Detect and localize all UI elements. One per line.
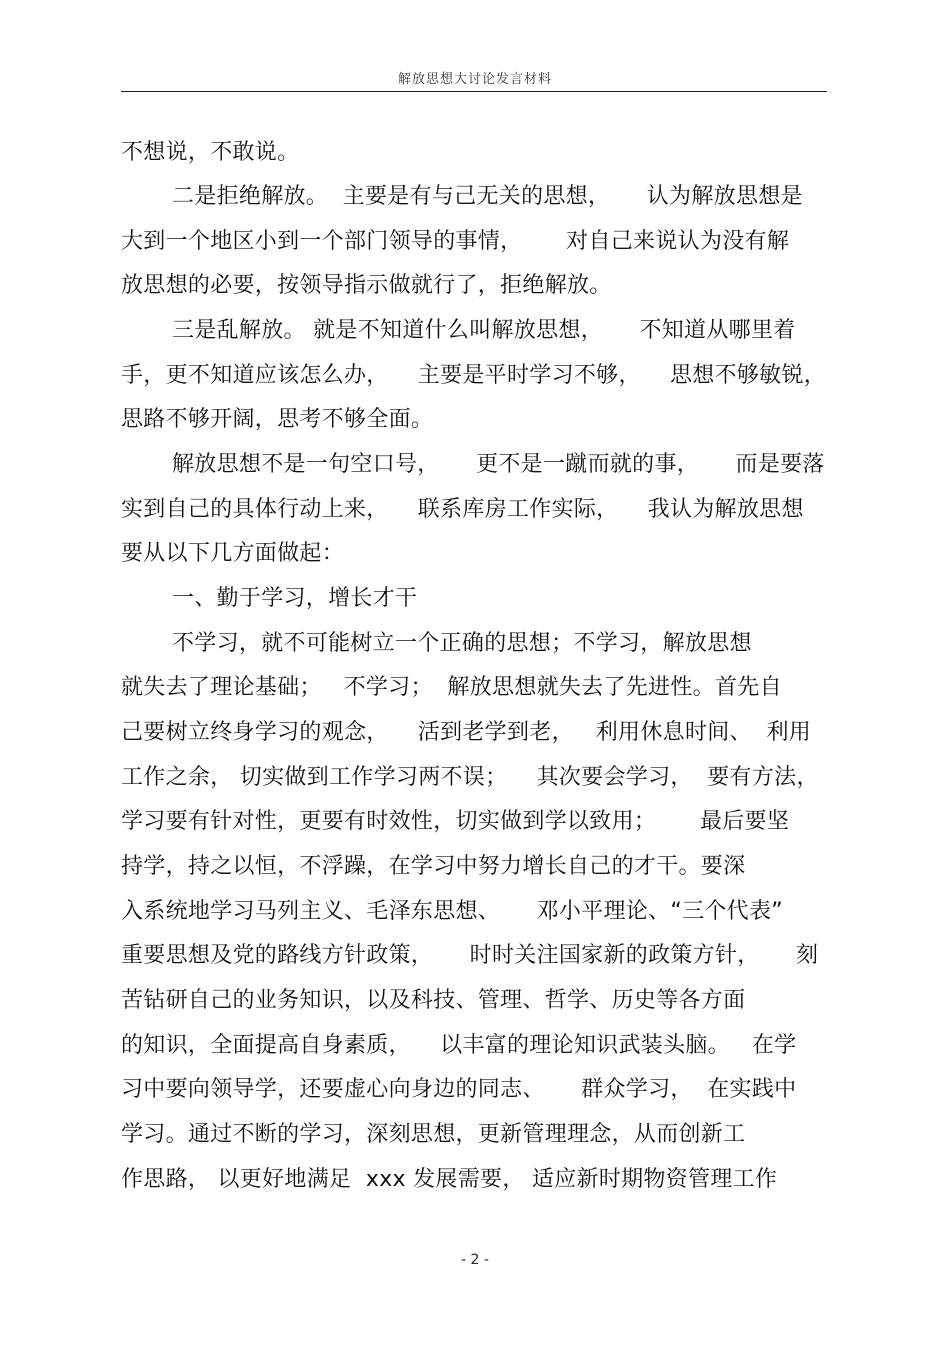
text-line: 学习。通过不断的学习，深刻思想，更新管理理念，从而创新工	[121, 1122, 746, 1147]
text-line: 实到自己的具体行动上来， 联系库房工作实际， 我认为解放思想	[121, 497, 804, 522]
text-line: 放思想的必要，按领导指示做就行了，拒绝解放。	[121, 273, 612, 298]
text-line: 大到一个地区小到一个部门领导的事情， 对自己来说认为没有解	[121, 229, 790, 254]
text-line: 工作之余， 切实做到工作学习两不误； 其次要会学习， 要有方法，	[121, 765, 819, 790]
text-line: 不学习，就不可能树立一个正确的思想；不学习，解放思想	[172, 631, 752, 656]
text-line: 要从以下几方面做起：	[121, 541, 345, 566]
page-number: - 2 -	[461, 1252, 489, 1268]
text-line: 习中要向领导学，还要虚心向身边的同志、 群众学习， 在实践中	[121, 1077, 797, 1102]
text-line: 二是拒绝解放。 主要是有与己无关的思想， 认为解放思想是	[172, 184, 803, 209]
header-divider	[121, 91, 827, 92]
section-heading: 一、勤于学习，增长才干	[172, 586, 418, 611]
text-line: 手，更不知道应该怎么办， 主要是平时学习不够， 思想不够敏锐，	[121, 363, 827, 388]
text-line: 的知识，全面提高自身素质， 以丰富的理论知识武装头脑。 在学	[121, 1033, 797, 1058]
text-line: 苦钻研自己的业务知识，以及科技、管理、哲学、历史等各方面	[121, 988, 746, 1013]
text-line: 己要树立终身学习的观念， 活到老学到老， 利用休息时间、 利用	[121, 720, 812, 745]
text-line: 就失去了理论基础； 不学习； 解放思想就失去了先进性。首先自	[121, 675, 782, 700]
text-line: 重要思想及党的路线方针政策， 时时关注国家新的政策方针， 刻	[121, 943, 819, 968]
text-line: 入系统地学习马列主义、毛泽东思想、 邓小平理论、“三个代表”	[121, 899, 783, 924]
text-line: 不想说，不敢说。	[121, 140, 300, 165]
text-line: 学习要有针对性，更要有时效性，切实做到学以致用； 最后要坚	[121, 809, 790, 834]
running-header: 解放思想大讨论发言材料	[397, 72, 552, 87]
text-line: 作思路， 以更好地满足 xxx 发展需要， 适应新时期物资管理工作	[121, 1167, 778, 1192]
text-line: 思路不够开阔，思考不够全面。	[121, 407, 434, 432]
text-line: 持学，持之以恒，不浮躁，在学习中努力增长自己的才干。要深	[121, 854, 746, 879]
text-line: 三是乱解放。 就是不知道什么叫解放思想， 不知道从哪里着	[172, 318, 796, 343]
text-line: 解放思想不是一句空口号， 更不是一蹴而就的事， 而是要落	[172, 452, 825, 477]
